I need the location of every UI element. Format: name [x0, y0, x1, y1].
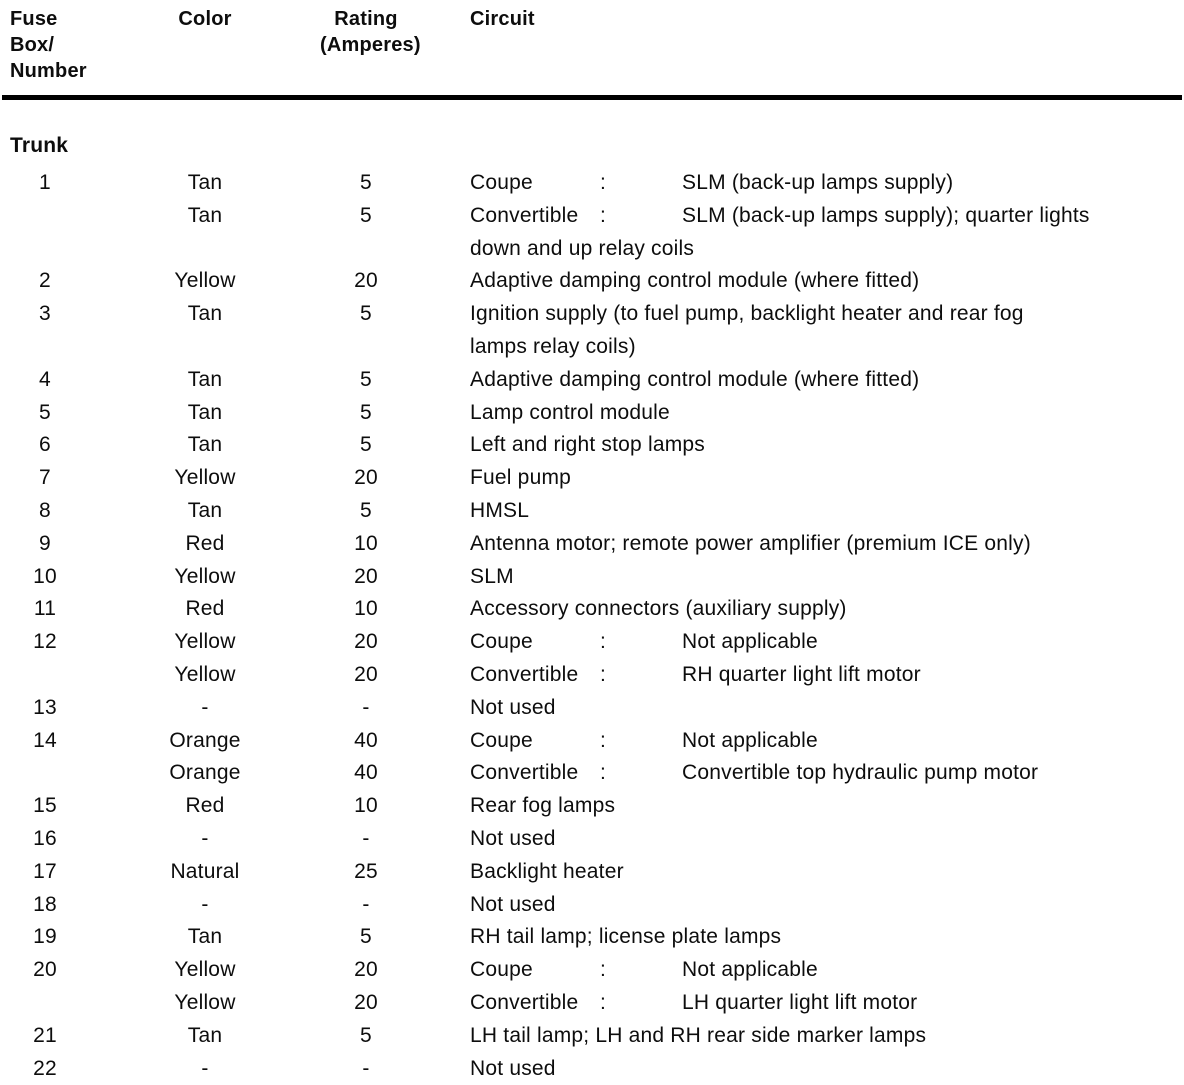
fuse-color: Orange: [169, 761, 241, 785]
fuse-color: Yellow: [174, 990, 236, 1014]
table-row: [0, 298, 1184, 331]
table-row: [0, 495, 1184, 528]
fuse-number: 19: [33, 925, 57, 949]
fuse-circuit-cell: [412, 692, 1184, 725]
circuit-variant-label: Convertible: [470, 662, 579, 686]
column-header-circuit: Circuit: [470, 8, 535, 30]
circuit-variant-label: Convertible: [470, 203, 579, 227]
table-row: [0, 659, 1184, 692]
column-header-color: Color: [178, 8, 232, 30]
fuse-rating: 20: [354, 269, 378, 293]
fuse-circuit-cell: [412, 364, 1184, 397]
fuse-circuit-cell: [412, 1053, 1184, 1085]
fuse-color: Tan: [187, 400, 223, 424]
table-row: [0, 233, 1184, 266]
fuse-rating: 40: [354, 728, 378, 752]
circuit-text: SLM: [470, 564, 514, 588]
table-row: [0, 200, 1184, 233]
column-header-fuse-line2: Number: [10, 60, 87, 82]
fuse-rating: 5: [360, 367, 372, 391]
circuit-text: Ignition supply (to fuel pump, backlight heater and rear fog: [470, 302, 1024, 326]
fuse-circuit-cell: [412, 757, 1184, 790]
table-row: [0, 823, 1184, 856]
circuit-text: Not used: [470, 695, 556, 719]
table-row: [0, 1053, 1184, 1085]
table-row: [0, 265, 1184, 298]
table-row: [0, 167, 1184, 200]
table-row: [0, 593, 1184, 626]
fuse-color: Tan: [187, 925, 223, 949]
fuse-color: Yellow: [174, 564, 236, 588]
fuse-color: -: [201, 826, 209, 850]
fuse-color: Tan: [187, 203, 223, 227]
circuit-text: LH tail lamp; LH and RH rear side marker lamps: [470, 1023, 927, 1047]
table-row: [0, 856, 1184, 889]
fuse-color: Tan: [187, 302, 223, 326]
fuse-circuit-cell: [412, 233, 1184, 266]
column-header-fuse-number: [0, 6, 90, 84]
fuse-rating: 5: [360, 171, 372, 194]
fuse-number: 2: [39, 269, 51, 293]
circuit-text: lamps relay coils): [470, 334, 636, 358]
fuse-color: Tan: [187, 171, 223, 194]
fuse-number: 14: [33, 728, 57, 752]
fuse-rating: [320, 233, 412, 266]
fuse-color: Yellow: [174, 630, 236, 654]
table-row: [0, 757, 1184, 790]
circuit-description: Convertible top hydraulic pump motor: [682, 761, 1039, 785]
fuse-rating: 20: [354, 630, 378, 654]
circuit-description: Not applicable: [682, 630, 818, 654]
fuse-number: 4: [39, 367, 51, 391]
fuse-rating: 20: [354, 564, 378, 588]
fuse-number: 16: [33, 826, 57, 850]
fuse-rating: 10: [354, 531, 378, 555]
fuse-rating: -: [362, 695, 370, 719]
table-row: [0, 1020, 1184, 1053]
fuse-rating: 40: [354, 761, 378, 785]
fuse-rating: 25: [354, 859, 378, 883]
fuse-rating: 20: [354, 466, 378, 490]
column-header-rating: [320, 6, 421, 84]
fuse-circuit-cell: [412, 331, 1184, 364]
circuit-description: LH quarter light lift motor: [682, 990, 918, 1014]
fuse-color: Red: [185, 597, 225, 621]
fuse-rating: 10: [354, 794, 378, 818]
circuit-text: RH tail lamp; license plate lamps: [470, 925, 782, 949]
column-header-fuse-line1: Fuse Box/: [10, 8, 58, 56]
fuse-number: 15: [33, 794, 57, 818]
fuse-circuit-cell: [412, 200, 1184, 233]
circuit-colon: :: [600, 958, 607, 982]
fuse-color: -: [201, 892, 209, 916]
circuit-text: Fuel pump: [470, 466, 572, 490]
fuse-circuit-cell: [412, 397, 1184, 430]
circuit-description: SLM (back-up lamps supply); quarter lights: [682, 203, 1090, 227]
circuit-variant-label: Coupe: [470, 171, 533, 194]
fuse-rating: 20: [354, 958, 378, 982]
fuse-number: 3: [39, 302, 51, 326]
table-row: [0, 921, 1184, 954]
fuse-circuit-cell: [412, 790, 1184, 823]
fuse-number: 22: [33, 1056, 57, 1080]
circuit-description: RH quarter light lift motor: [682, 662, 921, 686]
fuse-circuit-cell: [412, 1020, 1184, 1053]
table-row: [0, 954, 1184, 987]
circuit-description: Not applicable: [682, 728, 818, 752]
fuse-color: Natural: [170, 859, 240, 883]
fuse-color: Orange: [169, 728, 241, 752]
fuse-number: 21: [33, 1023, 57, 1047]
fuse-color: Yellow: [174, 958, 236, 982]
circuit-text: down and up relay coils: [470, 236, 695, 260]
fuse-rating: -: [362, 826, 370, 850]
fuse-circuit-cell: [412, 889, 1184, 922]
fuse-circuit-cell: [412, 495, 1184, 528]
circuit-colon: :: [600, 171, 607, 194]
fuse-number: 18: [33, 892, 57, 916]
fuse-circuit-cell: [412, 561, 1184, 594]
table-row: [0, 397, 1184, 430]
fuse-circuit-cell: [412, 823, 1184, 856]
fuse-number: [0, 200, 90, 233]
fuse-number: 8: [39, 498, 51, 522]
fuse-circuit-cell: [412, 856, 1184, 889]
table-row: [0, 429, 1184, 462]
fuse-circuit-cell: [412, 429, 1184, 462]
circuit-text: Not used: [470, 1056, 556, 1080]
fuse-circuit-cell: [412, 462, 1184, 495]
fuse-number: [0, 331, 90, 364]
fuse-circuit-cell: [412, 987, 1184, 1020]
circuit-colon: :: [600, 728, 607, 752]
fuse-number: 11: [33, 597, 57, 621]
circuit-text: Not used: [470, 826, 556, 850]
table-row: [0, 987, 1184, 1020]
fuse-circuit-cell: [412, 593, 1184, 626]
fuse-number: [0, 987, 90, 1020]
fuse-number: 17: [33, 859, 57, 883]
table-row: [0, 626, 1184, 659]
fuse-number: 20: [33, 958, 57, 982]
circuit-colon: :: [600, 990, 607, 1014]
table-row: [0, 889, 1184, 922]
fuse-color: [90, 233, 320, 266]
circuit-text: Lamp control module: [470, 400, 670, 424]
fuse-color: Red: [185, 794, 225, 818]
fuse-rating: 5: [360, 203, 372, 227]
fuse-table-body: [0, 167, 1184, 1085]
fuse-rating: 5: [360, 433, 372, 457]
fuse-circuit-cell: [412, 167, 1184, 200]
circuit-variant-label: Coupe: [470, 728, 533, 752]
fuse-color: Tan: [187, 367, 223, 391]
column-header-rating-line1: Rating: [334, 8, 398, 30]
fuse-number: [0, 757, 90, 790]
fuse-rating: 20: [354, 662, 378, 686]
column-header-rating-line2: (Amperes): [320, 34, 421, 56]
fuse-color: Red: [185, 531, 225, 555]
circuit-description: SLM (back-up lamps supply): [682, 171, 954, 194]
fuse-number: [0, 233, 90, 266]
fuse-rating: 5: [360, 498, 372, 522]
fuse-number: 7: [39, 466, 51, 490]
table-header: [0, 6, 1184, 84]
section-title: Trunk: [10, 134, 69, 157]
fuse-rating: 5: [360, 925, 372, 949]
circuit-description: Not applicable: [682, 958, 818, 982]
fuse-number: [0, 659, 90, 692]
fuse-circuit-cell: [412, 659, 1184, 692]
fuse-color: -: [201, 1056, 209, 1080]
fuse-number: 13: [33, 695, 57, 719]
circuit-text: Accessory connectors (auxiliary supply): [470, 597, 847, 621]
fuse-number: 1: [39, 171, 51, 194]
circuit-text: Not used: [470, 892, 556, 916]
circuit-variant-label: Coupe: [470, 630, 533, 654]
fuse-color: Tan: [187, 498, 223, 522]
fuse-color: Tan: [187, 433, 223, 457]
fuse-rating: -: [362, 892, 370, 916]
fuse-color: Yellow: [174, 269, 236, 293]
circuit-text: Rear fog lamps: [470, 794, 616, 818]
table-row: [0, 364, 1184, 397]
fuse-circuit-cell: [412, 954, 1184, 987]
fuse-number: 5: [39, 400, 51, 424]
table-row: [0, 462, 1184, 495]
circuit-text: Backlight heater: [470, 859, 624, 883]
fuse-circuit-cell: [412, 528, 1184, 561]
fuse-circuit-cell: [412, 626, 1184, 659]
fuse-circuit-cell: [412, 298, 1184, 331]
fuse-circuit-cell: [412, 265, 1184, 298]
fuse-rating: 5: [360, 400, 372, 424]
header-divider-rule: [2, 95, 1182, 100]
table-row: [0, 561, 1184, 594]
table-row: [0, 692, 1184, 725]
fuse-number: 12: [33, 630, 57, 654]
table-row: [0, 331, 1184, 364]
circuit-colon: :: [600, 761, 607, 785]
fuse-color: Yellow: [174, 466, 236, 490]
fuse-circuit-cell: [412, 921, 1184, 954]
circuit-text: Antenna motor; remote power amplifier (premium ICE only): [470, 531, 1031, 555]
fuse-circuit-cell: [412, 725, 1184, 758]
circuit-text: Adaptive damping control module (where fitted): [470, 269, 920, 293]
fuse-number: 10: [33, 564, 57, 588]
circuit-colon: :: [600, 630, 607, 654]
fuse-color: -: [201, 695, 209, 719]
fuse-rating: 5: [360, 302, 372, 326]
fuse-number: 9: [39, 531, 51, 555]
table-row: [0, 790, 1184, 823]
circuit-variant-label: Coupe: [470, 958, 533, 982]
circuit-text: Adaptive damping control module (where fitted): [470, 367, 920, 391]
table-row: [0, 528, 1184, 561]
circuit-text: Left and right stop lamps: [470, 433, 705, 457]
fuse-rating: 10: [354, 597, 378, 621]
fuse-color: Yellow: [174, 662, 236, 686]
circuit-colon: :: [600, 203, 607, 227]
fuse-color: [90, 331, 320, 364]
circuit-colon: :: [600, 662, 607, 686]
fuse-rating: 5: [360, 1023, 372, 1047]
fuse-rating: -: [362, 1056, 370, 1080]
table-row: [0, 725, 1184, 758]
fuse-color: Tan: [187, 1023, 223, 1047]
circuit-variant-label: Convertible: [470, 990, 579, 1014]
circuit-variant-label: Convertible: [470, 761, 579, 785]
fuse-rating: [320, 331, 412, 364]
fuse-rating: 20: [354, 990, 378, 1014]
circuit-text: HMSL: [470, 498, 530, 522]
fuse-number: 6: [39, 433, 51, 457]
